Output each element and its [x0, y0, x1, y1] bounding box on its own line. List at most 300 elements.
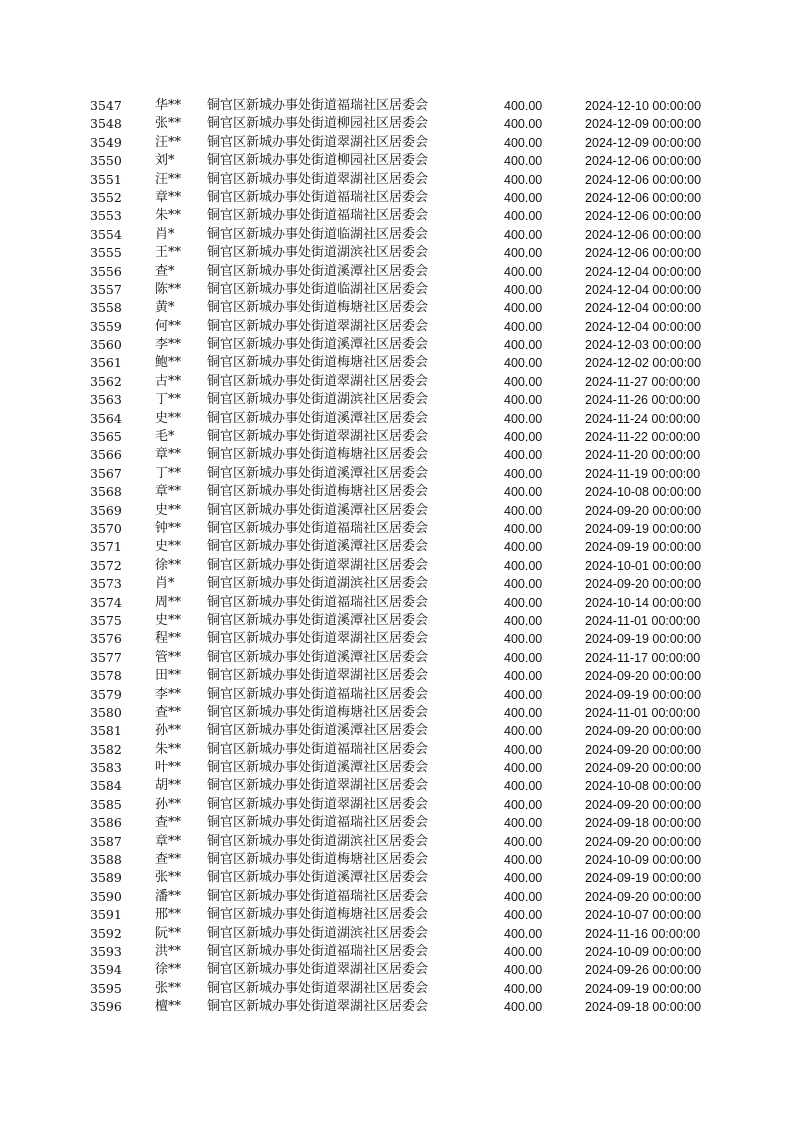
row-id: 3570 [90, 520, 122, 536]
row-amount: 400.00 [504, 705, 543, 720]
row-id: 3577 [90, 649, 122, 665]
row-amount: 400.00 [504, 209, 543, 224]
row-id: 3592 [90, 925, 122, 941]
row-id: 3579 [90, 686, 122, 702]
row-name: 史** [155, 410, 182, 426]
row-organization: 铜官区新城办事处街道梅塘社区居委会 [207, 447, 429, 463]
table-row [0, 925, 793, 943]
row-name: 查** [155, 704, 182, 720]
row-organization: 铜官区新城办事处街道福瑞社区居委会 [207, 741, 429, 757]
row-date: 2024-12-06 00:00:00 [585, 172, 702, 187]
row-date: 2024-09-20 00:00:00 [585, 834, 702, 849]
row-date: 2024-12-09 00:00:00 [585, 117, 702, 132]
row-name: 张** [155, 870, 182, 886]
row-date: 2024-09-20 00:00:00 [585, 724, 702, 739]
row-date: 2024-12-03 00:00:00 [585, 338, 702, 353]
row-organization: 铜官区新城办事处街道翠湖社区居委会 [207, 778, 429, 794]
row-name: 丁** [155, 465, 182, 481]
table-row [0, 796, 793, 814]
row-id: 3555 [90, 245, 122, 261]
row-date: 2024-10-08 00:00:00 [585, 485, 702, 500]
row-amount: 400.00 [504, 301, 543, 316]
row-date: 2024-11-01 00:00:00 [585, 613, 701, 628]
table-row [0, 318, 793, 336]
row-date: 2024-11-16 00:00:00 [585, 926, 701, 941]
row-name: 肖* [155, 226, 175, 242]
row-amount: 400.00 [504, 908, 543, 923]
row-id: 3574 [90, 594, 122, 610]
table-row [0, 943, 793, 961]
row-date: 2024-09-19 00:00:00 [585, 632, 702, 647]
row-organization: 铜官区新城办事处街道翠湖社区居委会 [207, 668, 429, 684]
row-name: 章** [155, 189, 182, 205]
row-amount: 400.00 [504, 319, 543, 334]
row-id: 3563 [90, 392, 122, 408]
table-row [0, 888, 793, 906]
row-name: 徐** [155, 557, 182, 573]
table-row [0, 354, 793, 372]
row-id: 3587 [90, 833, 122, 849]
row-name: 朱** [155, 741, 182, 757]
row-id: 3548 [90, 116, 122, 132]
row-amount: 400.00 [504, 577, 543, 592]
table-row [0, 428, 793, 446]
row-name: 章** [155, 833, 182, 849]
row-name: 陈** [155, 281, 182, 297]
row-id: 3564 [90, 410, 122, 426]
row-organization: 铜官区新城办事处街道翠湖社区居委会 [207, 796, 429, 812]
row-amount: 400.00 [504, 540, 543, 555]
row-date: 2024-12-04 00:00:00 [585, 282, 702, 297]
row-id: 3550 [90, 153, 122, 169]
table-row [0, 226, 793, 244]
row-organization: 铜官区新城办事处街道湖滨社区居委会 [207, 576, 429, 592]
table-row [0, 851, 793, 869]
row-date: 2024-09-19 00:00:00 [585, 871, 702, 886]
row-date: 2024-11-24 00:00:00 [585, 411, 701, 426]
row-amount: 400.00 [504, 117, 543, 132]
row-date: 2024-10-07 00:00:00 [585, 908, 702, 923]
row-id: 3573 [90, 576, 122, 592]
table-row [0, 630, 793, 648]
row-id: 3549 [90, 134, 122, 150]
row-amount: 400.00 [504, 448, 543, 463]
row-id: 3547 [90, 98, 122, 113]
row-date: 2024-11-27 00:00:00 [585, 374, 701, 389]
row-name: 查* [155, 263, 175, 279]
row-name: 张** [155, 116, 182, 132]
row-date: 2024-09-18 00:00:00 [585, 1000, 702, 1015]
row-organization: 铜官区新城办事处街道湖滨社区居委会 [207, 925, 429, 941]
row-amount: 400.00 [504, 99, 543, 113]
row-name: 刘* [155, 153, 175, 169]
table-row [0, 410, 793, 428]
table-row [0, 906, 793, 924]
row-date: 2024-12-06 00:00:00 [585, 227, 702, 242]
row-organization: 铜官区新城办事处街道梅塘社区居委会 [207, 355, 429, 371]
row-id: 3580 [90, 704, 122, 720]
row-amount: 400.00 [504, 981, 543, 996]
row-id: 3567 [90, 465, 122, 481]
row-id: 3591 [90, 907, 122, 923]
row-name: 李** [155, 337, 182, 353]
table-row [0, 686, 793, 704]
row-organization: 铜官区新城办事处街道临湖社区居委会 [207, 281, 429, 297]
row-organization: 铜官区新城办事处街道溪潭社区居委会 [207, 723, 429, 739]
row-id: 3560 [90, 337, 122, 353]
row-organization: 铜官区新城办事处街道福瑞社区居委会 [207, 208, 429, 224]
row-date: 2024-09-20 00:00:00 [585, 889, 702, 904]
row-id: 3588 [90, 852, 122, 868]
row-organization: 铜官区新城办事处街道溪潭社区居委会 [207, 612, 429, 628]
row-name: 章** [155, 447, 182, 463]
row-organization: 铜官区新城办事处街道溪潭社区居委会 [207, 410, 429, 426]
row-id: 3558 [90, 300, 122, 316]
row-date: 2024-10-09 00:00:00 [585, 853, 702, 868]
row-organization: 铜官区新城办事处街道翠湖社区居委会 [207, 171, 429, 187]
table-row [0, 833, 793, 851]
row-organization: 铜官区新城办事处街道梅塘社区居委会 [207, 484, 429, 500]
table-row [0, 594, 793, 612]
table-row [0, 207, 793, 225]
table-row [0, 299, 793, 317]
row-amount: 400.00 [504, 521, 543, 536]
row-date: 2024-09-19 00:00:00 [585, 981, 702, 996]
row-amount: 400.00 [504, 853, 543, 868]
row-name: 李** [155, 686, 182, 702]
row-amount: 400.00 [504, 779, 543, 794]
table-row [0, 722, 793, 740]
row-organization: 铜官区新城办事处街道柳园社区居委会 [207, 153, 429, 169]
row-date: 2024-09-19 00:00:00 [585, 540, 702, 555]
table-row [0, 998, 793, 1016]
row-name: 孙** [155, 723, 182, 739]
row-amount: 400.00 [504, 154, 543, 169]
row-amount: 400.00 [504, 926, 543, 941]
row-date: 2024-11-22 00:00:00 [585, 430, 701, 445]
row-date: 2024-09-20 00:00:00 [585, 577, 702, 592]
row-date: 2024-09-20 00:00:00 [585, 742, 702, 757]
table-row [0, 961, 793, 979]
row-organization: 铜官区新城办事处街道翠湖社区居委会 [207, 962, 429, 978]
row-amount: 400.00 [504, 650, 543, 665]
row-date: 2024-12-04 00:00:00 [585, 301, 702, 316]
row-organization: 铜官区新城办事处街道福瑞社区居委会 [207, 686, 429, 702]
row-name: 周** [155, 594, 182, 610]
row-id: 3551 [90, 171, 122, 187]
row-date: 2024-11-20 00:00:00 [585, 448, 701, 463]
table-row [0, 465, 793, 483]
row-name: 汪** [155, 171, 182, 187]
row-organization: 铜官区新城办事处街道梅塘社区居委会 [207, 907, 429, 923]
row-organization: 铜官区新城办事处街道翠湖社区居委会 [207, 980, 429, 996]
row-date: 2024-11-17 00:00:00 [585, 650, 701, 665]
table-row [0, 612, 793, 630]
row-amount: 400.00 [504, 687, 543, 702]
row-name: 鲍** [155, 355, 182, 371]
row-id: 3589 [90, 870, 122, 886]
row-date: 2024-09-18 00:00:00 [585, 816, 702, 831]
row-id: 3590 [90, 888, 122, 904]
row-amount: 400.00 [504, 246, 543, 261]
row-name: 张** [155, 980, 182, 996]
row-date: 2024-12-04 00:00:00 [585, 264, 702, 279]
row-name: 查** [155, 815, 182, 831]
row-id: 3594 [90, 962, 122, 978]
row-date: 2024-12-02 00:00:00 [585, 356, 702, 371]
row-id: 3578 [90, 668, 122, 684]
row-organization: 铜官区新城办事处街道翠湖社区居委会 [207, 318, 429, 334]
table-row [0, 263, 793, 281]
row-id: 3575 [90, 612, 122, 628]
row-name: 史** [155, 502, 182, 518]
row-organization: 铜官区新城办事处街道溪潭社区居委会 [207, 649, 429, 665]
row-organization: 铜官区新城办事处街道溪潭社区居委会 [207, 337, 429, 353]
row-organization: 铜官区新城办事处街道溪潭社区居委会 [207, 760, 429, 776]
row-name: 古** [155, 373, 182, 389]
table-row [0, 97, 793, 115]
row-amount: 400.00 [504, 724, 543, 739]
row-amount: 400.00 [504, 190, 543, 205]
table-row [0, 741, 793, 759]
table-row [0, 336, 793, 354]
row-amount: 400.00 [504, 871, 543, 886]
row-organization: 铜官区新城办事处街道柳园社区居委会 [207, 116, 429, 132]
row-amount: 400.00 [504, 963, 543, 978]
row-amount: 400.00 [504, 374, 543, 389]
row-amount: 400.00 [504, 944, 543, 959]
row-date: 2024-10-01 00:00:00 [585, 558, 702, 573]
table-row [0, 152, 793, 170]
row-organization: 铜官区新城办事处街道梅塘社区居委会 [207, 704, 429, 720]
row-date: 2024-12-09 00:00:00 [585, 135, 702, 150]
row-name: 田** [155, 668, 182, 684]
row-amount: 400.00 [504, 485, 543, 500]
table-row [0, 502, 793, 520]
row-date: 2024-11-19 00:00:00 [585, 466, 701, 481]
table-row [0, 704, 793, 722]
table-row [0, 244, 793, 262]
row-name: 阮** [155, 925, 182, 941]
row-amount: 400.00 [504, 834, 543, 849]
row-organization: 铜官区新城办事处街道梅塘社区居委会 [207, 852, 429, 868]
row-id: 3582 [90, 741, 122, 757]
row-date: 2024-12-06 00:00:00 [585, 246, 702, 261]
row-name: 史** [155, 612, 182, 628]
row-name: 章** [155, 484, 182, 500]
row-amount: 400.00 [504, 503, 543, 518]
row-amount: 400.00 [504, 761, 543, 776]
row-amount: 400.00 [504, 264, 543, 279]
row-organization: 铜官区新城办事处街道梅塘社区居委会 [207, 300, 429, 316]
table-row [0, 281, 793, 299]
row-id: 3576 [90, 631, 122, 647]
row-id: 3572 [90, 557, 122, 573]
row-name: 史** [155, 539, 182, 555]
table-row [0, 538, 793, 556]
row-date: 2024-10-09 00:00:00 [585, 944, 702, 959]
row-name: 丁** [155, 392, 182, 408]
table-row [0, 777, 793, 795]
table-row [0, 575, 793, 593]
row-date: 2024-12-06 00:00:00 [585, 190, 702, 205]
row-organization: 铜官区新城办事处街道溪潭社区居委会 [207, 502, 429, 518]
row-name: 徐** [155, 962, 182, 978]
row-amount: 400.00 [504, 411, 543, 426]
table-row [0, 759, 793, 777]
row-organization: 铜官区新城办事处街道翠湖社区居委会 [207, 134, 429, 150]
row-id: 3586 [90, 815, 122, 831]
record-table [0, 97, 793, 1017]
row-id: 3553 [90, 208, 122, 224]
row-name: 管** [155, 649, 182, 665]
row-amount: 400.00 [504, 393, 543, 408]
row-amount: 400.00 [504, 797, 543, 812]
row-date: 2024-09-20 00:00:00 [585, 503, 702, 518]
row-organization: 铜官区新城办事处街道福瑞社区居委会 [207, 943, 429, 959]
row-organization: 铜官区新城办事处街道福瑞社区居委会 [207, 594, 429, 610]
row-name: 程** [155, 631, 182, 647]
row-id: 3565 [90, 429, 122, 445]
row-organization: 铜官区新城办事处街道福瑞社区居委会 [207, 98, 429, 113]
row-date: 2024-10-08 00:00:00 [585, 779, 702, 794]
row-date: 2024-09-20 00:00:00 [585, 669, 702, 684]
row-id: 3581 [90, 723, 122, 739]
table-row [0, 649, 793, 667]
row-name: 洪** [155, 943, 182, 959]
row-date: 2024-12-06 00:00:00 [585, 209, 702, 224]
row-date: 2024-09-26 00:00:00 [585, 963, 702, 978]
row-amount: 400.00 [504, 816, 543, 831]
row-amount: 400.00 [504, 135, 543, 150]
row-name: 胡** [155, 778, 182, 794]
row-amount: 400.00 [504, 1000, 543, 1015]
row-name: 汪** [155, 134, 182, 150]
row-id: 3568 [90, 484, 122, 500]
row-amount: 400.00 [504, 282, 543, 297]
row-organization: 铜官区新城办事处街道湖滨社区居委会 [207, 245, 429, 261]
row-name: 潘** [155, 888, 182, 904]
row-organization: 铜官区新城办事处街道溪潭社区居委会 [207, 465, 429, 481]
row-name: 邢** [155, 907, 182, 923]
row-amount: 400.00 [504, 356, 543, 371]
row-organization: 铜官区新城办事处街道湖滨社区居委会 [207, 833, 429, 849]
row-organization: 铜官区新城办事处街道翠湖社区居委会 [207, 999, 429, 1015]
table-row [0, 446, 793, 464]
table-row [0, 980, 793, 998]
row-date: 2024-12-04 00:00:00 [585, 319, 702, 334]
row-amount: 400.00 [504, 595, 543, 610]
row-organization: 铜官区新城办事处街道福瑞社区居委会 [207, 189, 429, 205]
row-id: 3583 [90, 760, 122, 776]
row-name: 黄* [155, 300, 175, 316]
table-row [0, 373, 793, 391]
row-name: 毛* [155, 429, 175, 445]
row-name: 钟** [155, 520, 182, 536]
row-id: 3559 [90, 318, 122, 334]
row-organization: 铜官区新城办事处街道溪潭社区居委会 [207, 870, 429, 886]
table-row [0, 814, 793, 832]
row-name: 何** [155, 318, 182, 334]
table-row [0, 115, 793, 133]
row-amount: 400.00 [504, 669, 543, 684]
row-name: 孙** [155, 796, 182, 812]
row-organization: 铜官区新城办事处街道溪潭社区居委会 [207, 539, 429, 555]
row-name: 檀** [155, 999, 182, 1015]
row-organization: 铜官区新城办事处街道湖滨社区居委会 [207, 392, 429, 408]
row-id: 3584 [90, 778, 122, 794]
row-organization: 铜官区新城办事处街道翠湖社区居委会 [207, 631, 429, 647]
row-id: 3585 [90, 796, 122, 812]
row-date: 2024-09-19 00:00:00 [585, 521, 702, 536]
row-organization: 铜官区新城办事处街道溪潭社区居委会 [207, 263, 429, 279]
row-amount: 400.00 [504, 227, 543, 242]
row-amount: 400.00 [504, 338, 543, 353]
table-row [0, 391, 793, 409]
row-date: 2024-11-26 00:00:00 [585, 393, 701, 408]
table-row [0, 189, 793, 207]
table-row [0, 667, 793, 685]
row-date: 2024-10-14 00:00:00 [585, 595, 702, 610]
row-name: 朱** [155, 208, 182, 224]
row-amount: 400.00 [504, 742, 543, 757]
table-row [0, 134, 793, 152]
row-id: 3556 [90, 263, 122, 279]
row-id: 3561 [90, 355, 122, 371]
row-date: 2024-09-19 00:00:00 [585, 687, 702, 702]
row-name: 肖* [155, 576, 175, 592]
table-row [0, 869, 793, 887]
row-amount: 400.00 [504, 430, 543, 445]
row-organization: 铜官区新城办事处街道翠湖社区居委会 [207, 557, 429, 573]
row-organization: 铜官区新城办事处街道翠湖社区居委会 [207, 429, 429, 445]
row-organization: 铜官区新城办事处街道福瑞社区居委会 [207, 520, 429, 536]
row-organization: 铜官区新城办事处街道临湖社区居委会 [207, 226, 429, 242]
row-name: 王** [155, 245, 182, 261]
row-id: 3554 [90, 226, 122, 242]
row-amount: 400.00 [504, 889, 543, 904]
row-date: 2024-11-01 00:00:00 [585, 705, 701, 720]
row-name: 叶** [155, 760, 182, 776]
row-amount: 400.00 [504, 466, 543, 481]
row-organization: 铜官区新城办事处街道翠湖社区居委会 [207, 373, 429, 389]
row-amount: 400.00 [504, 632, 543, 647]
row-date: 2024-09-20 00:00:00 [585, 761, 702, 776]
row-id: 3552 [90, 189, 122, 205]
row-id: 3595 [90, 980, 122, 996]
table-row [0, 557, 793, 575]
row-name: 华** [155, 98, 182, 113]
table-row [0, 483, 793, 501]
row-id: 3557 [90, 281, 122, 297]
table-row [0, 520, 793, 538]
row-id: 3566 [90, 447, 122, 463]
row-organization: 铜官区新城办事处街道福瑞社区居委会 [207, 888, 429, 904]
row-date: 2024-12-10 00:00:00 [585, 99, 702, 113]
row-id: 3596 [90, 999, 122, 1015]
row-id: 3562 [90, 373, 122, 389]
row-amount: 400.00 [504, 613, 543, 628]
row-name: 查** [155, 852, 182, 868]
row-organization: 铜官区新城办事处街道福瑞社区居委会 [207, 815, 429, 831]
row-amount: 400.00 [504, 172, 543, 187]
table-row [0, 171, 793, 189]
row-id: 3569 [90, 502, 122, 518]
row-id: 3571 [90, 539, 122, 555]
row-date: 2024-09-20 00:00:00 [585, 797, 702, 812]
row-date: 2024-12-06 00:00:00 [585, 154, 702, 169]
row-id: 3593 [90, 943, 122, 959]
